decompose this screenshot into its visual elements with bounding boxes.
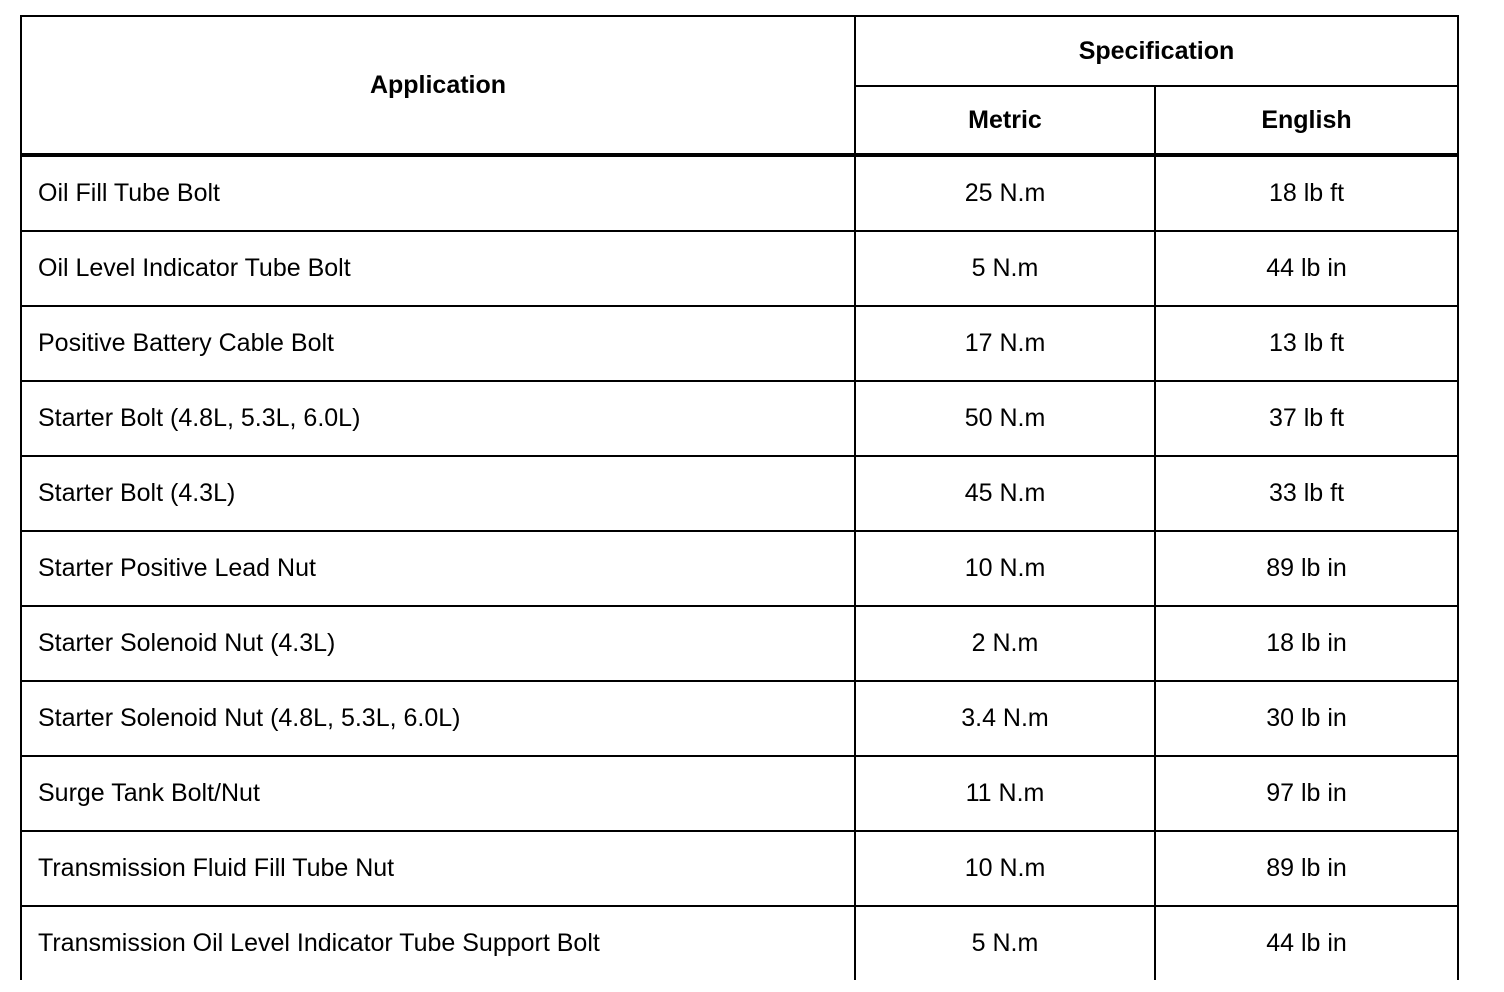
table-row [21,155,1458,231]
table-row [21,906,1458,980]
application-cell: Transmission Oil Level Indicator Tube Support Bolt [21,906,855,980]
metric-cell: 3.4 N.m [855,681,1155,756]
table-row [21,306,1458,381]
metric-cell: 45 N.m [855,456,1155,531]
fastener-spec-table [20,15,1459,980]
application-cell: Starter Bolt (4.8L, 5.3L, 6.0L) [21,381,855,456]
table-row [21,681,1458,756]
english-cell: 44 lb in [1155,906,1458,980]
metric-cell: 11 N.m [855,756,1155,831]
application-cell: Oil Level Indicator Tube Bolt [21,231,855,306]
application-cell: Starter Solenoid Nut (4.8L, 5.3L, 6.0L) [21,681,855,756]
english-cell: 44 lb in [1155,231,1458,306]
application-cell: Starter Positive Lead Nut [21,531,855,606]
metric-cell: 10 N.m [855,531,1155,606]
english-cell: 13 lb ft [1155,306,1458,381]
metric-cell: 2 N.m [855,606,1155,681]
english-header: English [1155,86,1458,155]
english-cell: 33 lb ft [1155,456,1458,531]
metric-header: Metric [855,86,1155,155]
table-row [21,381,1458,456]
application-cell: Starter Bolt (4.3L) [21,456,855,531]
metric-cell: 10 N.m [855,831,1155,906]
table-row [21,831,1458,906]
table-header [21,16,1458,155]
metric-cell: 17 N.m [855,306,1155,381]
application-cell: Surge Tank Bolt/Nut [21,756,855,831]
application-header: Application [21,16,855,155]
table-row [21,531,1458,606]
english-cell: 30 lb in [1155,681,1458,756]
header-row-1 [21,16,1458,86]
table-row [21,606,1458,681]
specification-header: Specification [855,16,1458,86]
application-cell: Oil Fill Tube Bolt [21,155,855,231]
english-cell: 18 lb ft [1155,155,1458,231]
english-cell: 89 lb in [1155,531,1458,606]
metric-cell: 5 N.m [855,906,1155,980]
table-row [21,756,1458,831]
english-cell: 97 lb in [1155,756,1458,831]
metric-cell: 5 N.m [855,231,1155,306]
table-row [21,456,1458,531]
english-cell: 18 lb in [1155,606,1458,681]
application-cell: Transmission Fluid Fill Tube Nut [21,831,855,906]
table-row [21,231,1458,306]
application-cell: Positive Battery Cable Bolt [21,306,855,381]
metric-cell: 25 N.m [855,155,1155,231]
table-body [21,155,1458,980]
metric-cell: 50 N.m [855,381,1155,456]
english-cell: 89 lb in [1155,831,1458,906]
english-cell: 37 lb ft [1155,381,1458,456]
application-cell: Starter Solenoid Nut (4.3L) [21,606,855,681]
